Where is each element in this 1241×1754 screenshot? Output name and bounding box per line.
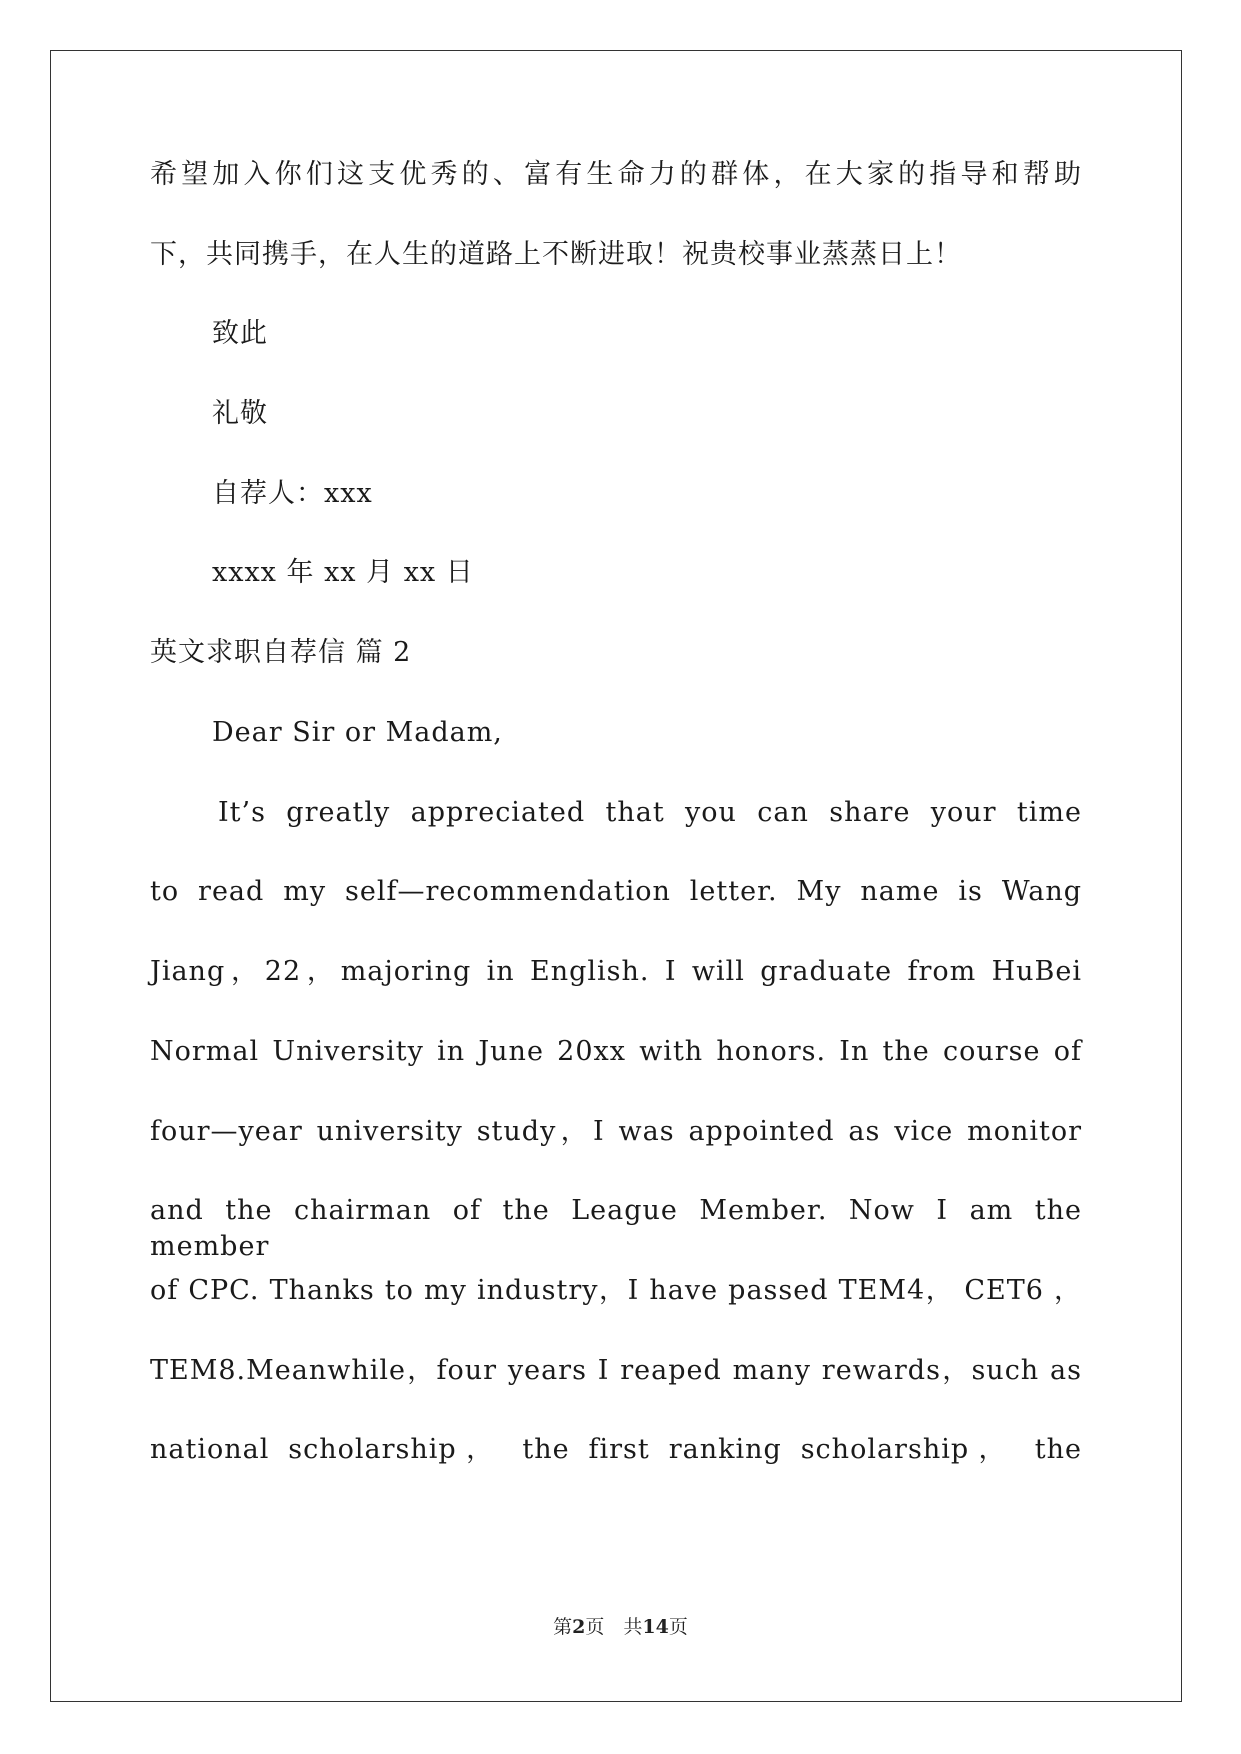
section-heading: 英文求职自荐信 篇 2 bbox=[150, 637, 412, 668]
total-page-count: 14 bbox=[642, 1616, 669, 1638]
body-paragraph-line: to read my self—recommendation letter. My name is Wang bbox=[150, 876, 1082, 907]
body-paragraph-line: 希望加入你们这支优秀的、富有生命力的群体，在大家的指导和帮助 bbox=[150, 159, 1082, 190]
body-paragraph-line: national scholarship， the first ranking scholarship， the bbox=[150, 1434, 1082, 1465]
closing-salutation: 礼敬 bbox=[212, 398, 268, 429]
body-paragraph-line: Jiang，22，majoring in English. I will graduate from HuBei bbox=[150, 956, 1082, 987]
body-paragraph-line: It’s greatly appreciated that you can share your time bbox=[218, 797, 1082, 828]
body-paragraph-line: of CPC. Thanks to my industry，I have passed TEM4， CET6 ， bbox=[150, 1275, 1082, 1306]
body-paragraph-line: Normal University in June 20xx with honors. In the course of bbox=[150, 1036, 1082, 1067]
salutation: Dear Sir or Madam, bbox=[212, 717, 503, 748]
body-paragraph-line: four—year university study，I was appointed as vice monitor bbox=[150, 1116, 1082, 1147]
body-paragraph-line: 下，共同携手，在人生的道路上不断进取！祝贵校事业蒸蒸日上！ bbox=[150, 239, 962, 270]
footer-mid: 页 共 bbox=[585, 1616, 643, 1638]
body-paragraph-line: and the chairman of the League Member. Now I am the member bbox=[150, 1195, 1082, 1262]
body-paragraph-line: TEM8.Meanwhile，four years I reaped many rewards，such as bbox=[150, 1355, 1082, 1386]
footer-suffix: 页 bbox=[668, 1616, 688, 1638]
closing-phrase: 致此 bbox=[212, 318, 268, 349]
page-number-footer bbox=[0, 1615, 1241, 1639]
current-page-number: 2 bbox=[572, 1616, 586, 1638]
date-line: xxxx 年 xx 月 xx 日 bbox=[212, 557, 474, 588]
footer-prefix: 第 bbox=[553, 1616, 573, 1638]
signature-line: 自荐人：xxx bbox=[212, 478, 373, 509]
